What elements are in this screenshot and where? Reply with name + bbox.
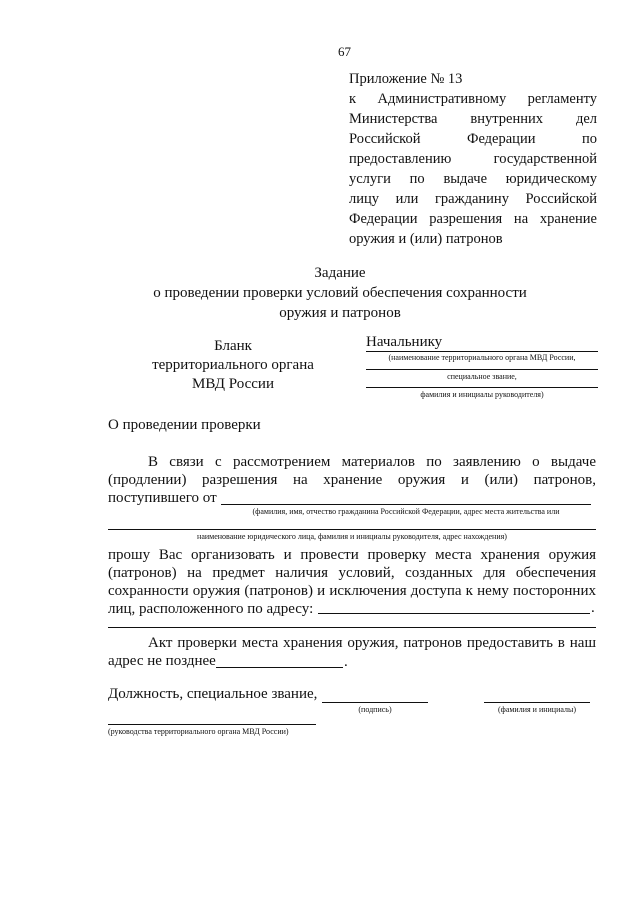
position-label: Должность, специальное звание, — [108, 686, 318, 702]
signature-line[interactable] — [322, 702, 428, 703]
body-line: поступившего от — [108, 490, 217, 506]
document-title-line: оружия и патронов — [279, 305, 401, 321]
addressee-label: Начальнику — [366, 334, 443, 350]
body-line: В связи с рассмотрением материалов по заявлению о выдаче — [148, 454, 596, 470]
addressee-hint: специальное звание, — [447, 372, 517, 381]
page-number: 67 — [338, 44, 351, 59]
body-line: (продлении) разрешения на хранение оружия и (или) патронов, — [108, 472, 596, 488]
body-line: Акт проверки места хранения оружия, патронов предоставить в наш — [148, 635, 596, 651]
letterhead-line: территориального органа — [152, 357, 314, 373]
head-line[interactable] — [108, 724, 316, 725]
appendix-line: к Административному регламенту — [349, 91, 597, 107]
appendix-line: Федерации разрешения на хранение — [349, 211, 597, 227]
applicant-hint: (фамилия, имя, отчество гражданина Российской Федерации, адрес места жительства или — [252, 507, 560, 516]
appendix-line: лицу или гражданину Российской — [349, 191, 597, 207]
paragraph-instruction — [108, 546, 596, 618]
subject-line: О проведении проверки — [108, 417, 261, 433]
letterhead-line: Бланк — [214, 338, 252, 354]
name-hint: (фамилия и инициалы) — [497, 705, 577, 714]
body-line: сохранности оружия (патронов) и исключения доступа к нему посторонних — [108, 583, 596, 599]
applicant-line-2[interactable] — [108, 529, 596, 530]
signature-hint: (подпись) — [358, 705, 392, 714]
applicant-line[interactable] — [221, 504, 591, 505]
body-line: адрес не позднее — [108, 653, 216, 669]
head-hint: (руководства территориального органа МВД России) — [108, 727, 289, 736]
document-title-line: о проведении проверки условий обеспечения сохранности — [153, 285, 527, 301]
address-line-2[interactable] — [108, 627, 596, 628]
appendix-line: предоставлению государственной — [349, 151, 597, 167]
addressee-hint: фамилия и инициалы руководителя) — [420, 390, 544, 399]
document-title: Задание — [314, 265, 366, 281]
letterhead-line: МВД России — [192, 376, 274, 392]
org-hint: наименование юридического лица, фамилия и инициалы руководителя, адрес нахождения) — [197, 532, 507, 541]
letterhead-block — [138, 337, 328, 394]
address-line[interactable] — [318, 613, 590, 614]
appendix-line: оружия и (или) патронов — [349, 231, 503, 247]
appendix-line: Российской Федерации по — [349, 131, 597, 147]
appendix-line: Министерства внутренних дел — [349, 111, 597, 127]
body-line: прошу Вас организовать и провести проверку места хранения оружия — [108, 547, 596, 563]
appendix-line: услуги по выдаче юридическому — [349, 171, 597, 187]
name-line[interactable] — [484, 702, 590, 703]
body-line: лиц, расположенного по адресу: — [108, 601, 314, 617]
addressee-line[interactable] — [366, 369, 598, 370]
deadline-line[interactable] — [216, 667, 343, 668]
paragraph-request — [108, 453, 596, 507]
paragraph-deadline — [108, 634, 596, 670]
period-mark: . — [591, 600, 595, 616]
addressee-hint: (наименование территориального органа МВД России, — [388, 353, 576, 362]
body-line: (патронов) на предмет наличия условий, созданных для обеспечения — [108, 565, 596, 581]
appendix-line: Приложение № 13 — [349, 71, 463, 87]
addressee-line[interactable] — [366, 351, 598, 352]
period-mark: . — [344, 654, 348, 670]
addressee-line[interactable] — [366, 387, 598, 388]
appendix-header — [349, 69, 597, 249]
